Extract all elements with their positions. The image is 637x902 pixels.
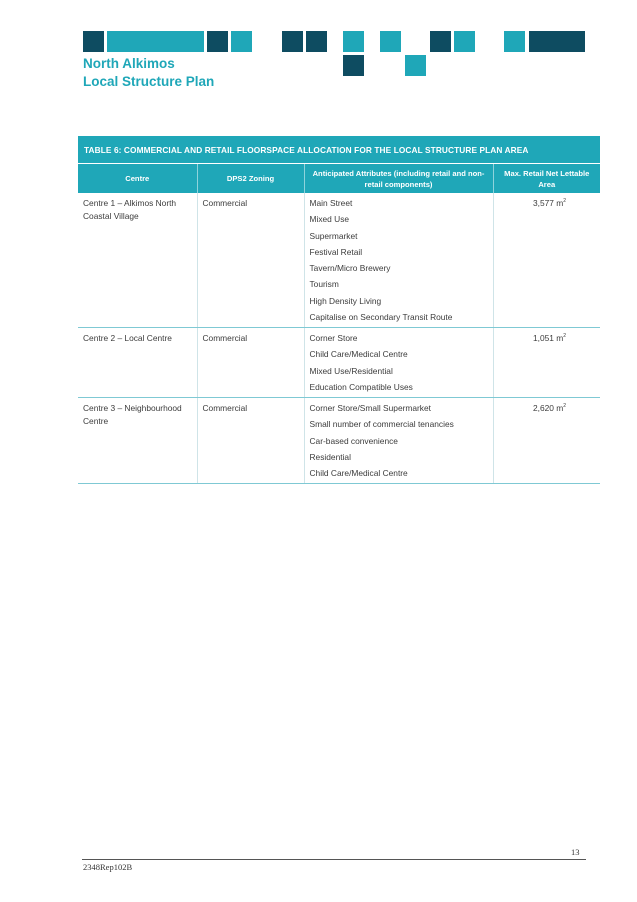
page-number: 13 bbox=[571, 847, 580, 857]
area-value: 3,577 m bbox=[533, 198, 564, 208]
attribute-item: Small number of commercial tenancies bbox=[309, 419, 454, 430]
area-cell bbox=[493, 193, 600, 328]
attribute-item: Education Compatible Uses bbox=[309, 381, 413, 392]
floorspace-table-container bbox=[78, 136, 600, 484]
decor-square bbox=[430, 31, 451, 52]
decor-square bbox=[343, 31, 364, 52]
area-unit-superscript: 2 bbox=[563, 402, 567, 409]
attribute-item: Supermarket bbox=[309, 230, 358, 241]
attribute-item: High Density Living bbox=[309, 295, 382, 306]
attribute-item: Car-based convenience bbox=[309, 435, 398, 446]
decor-square bbox=[83, 31, 104, 52]
attribute-item: Child Care/Medical Centre bbox=[309, 468, 408, 479]
zoning-cell: Commercial bbox=[197, 397, 304, 483]
area-unit-superscript: 2 bbox=[563, 333, 567, 340]
table-row bbox=[78, 193, 600, 328]
centre-cell: Centre 1 – Alkimos North Coastal Village bbox=[78, 193, 197, 328]
decor-square bbox=[380, 31, 401, 52]
attribute-item: Child Care/Medical Centre bbox=[309, 349, 408, 360]
column-header-zoning: DPS2 Zoning bbox=[197, 164, 304, 194]
decor-square bbox=[231, 31, 252, 52]
decor-square bbox=[207, 31, 228, 52]
attribute-item: Main Street bbox=[309, 198, 353, 208]
attributes-cell bbox=[304, 397, 493, 483]
document-title-line2: Local Structure Plan bbox=[83, 74, 215, 89]
attribute-item: Mixed Use/Residential bbox=[309, 365, 393, 376]
footer-divider bbox=[82, 859, 586, 860]
zoning-cell: Commercial bbox=[197, 193, 304, 328]
decor-square bbox=[454, 31, 475, 52]
decor-square bbox=[343, 55, 364, 76]
attribute-item: Tavern/Micro Brewery bbox=[309, 263, 391, 274]
attribute-item: Tourism bbox=[309, 279, 339, 290]
document-title bbox=[83, 55, 214, 91]
centre-cell: Centre 3 – Neighbourhood Centre bbox=[78, 397, 197, 483]
zoning-cell: Commercial bbox=[197, 328, 304, 398]
decor-square bbox=[529, 31, 585, 52]
area-cell bbox=[493, 397, 600, 483]
area-value: 2,620 m bbox=[533, 402, 564, 413]
attributes-cell bbox=[304, 193, 493, 328]
attributes-cell bbox=[304, 328, 493, 398]
attribute-item: Capitalise on Secondary Transit Route bbox=[309, 312, 453, 323]
decor-square bbox=[504, 31, 525, 52]
table-row bbox=[78, 328, 600, 398]
decor-square bbox=[306, 31, 327, 52]
decor-square bbox=[107, 31, 204, 52]
attribute-item: Mixed Use bbox=[309, 214, 350, 225]
column-header-area: Max. Retail Net Lettable Area bbox=[493, 164, 600, 194]
column-header-attributes: Anticipated Attributes (including retail and non-retail components) bbox=[304, 164, 493, 194]
attribute-item: Corner Store/Small Supermarket bbox=[309, 402, 431, 413]
table-caption: TABLE 6: COMMERCIAL AND RETAIL FLOORSPACE ALLOCATION FOR THE LOCAL STRUCTURE PLAN AREA bbox=[78, 136, 600, 164]
column-header-centre: Centre bbox=[78, 164, 197, 194]
floorspace-table bbox=[78, 136, 600, 484]
document-title-line1: North Alkimos bbox=[83, 56, 175, 71]
attribute-item: Festival Retail bbox=[309, 246, 363, 257]
decor-square bbox=[282, 31, 303, 52]
decor-square bbox=[405, 55, 426, 76]
area-cell bbox=[493, 328, 600, 398]
document-reference: 2348Rep102B bbox=[83, 862, 133, 872]
area-value: 1,051 m bbox=[533, 333, 564, 344]
table-row bbox=[78, 397, 600, 483]
attribute-item: Corner Store bbox=[309, 333, 358, 344]
area-unit-superscript: 2 bbox=[563, 198, 567, 204]
centre-cell: Centre 2 – Local Centre bbox=[78, 328, 197, 398]
attribute-item: Residential bbox=[309, 451, 351, 462]
